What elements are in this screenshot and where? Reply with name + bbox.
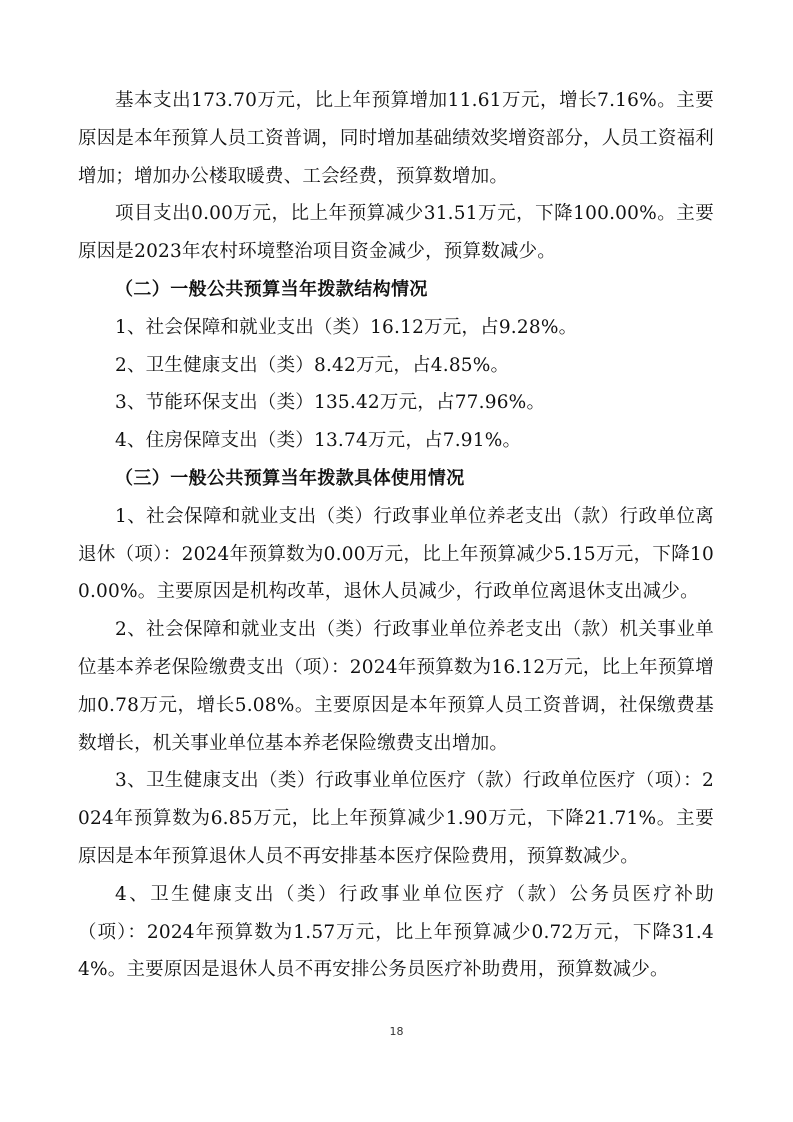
list-item-energy-environment: 3、节能环保支出（类）135.42万元，占77.96%。 [115, 392, 546, 414]
paragraph-civil-servant-medical: 4、卫生健康支出（类）行政事业单位医疗（款）公务员医疗补助（项）：2024年预算数为1.57万元，比上年预算减少0.72万元，下降31.44%。主要原因是退休人员不再安排公务员医疗补助费用，预算数减少。 [78, 883, 714, 981]
section-heading-appropriation-structure: （二）一般公共预算当年拨款结构情况 [115, 278, 428, 300]
list-item-social-security: 1、社会保障和就业支出（类）16.12万元，占9.28%。 [115, 316, 578, 338]
paragraph-retirement: 1、社会保障和就业支出（类）行政事业单位养老支出（款）行政单位离退休（项）：2024年预算数为0.00万元，比上年预算减少5.15万元，下降100.00%。主要原因是机构改革，退休人员减少，行政单位离退休支出减少。 [78, 505, 714, 603]
paragraph-pension-insurance: 2、社会保障和就业支出（类）行政事业单位养老支出（款）机关事业单位基本养老保险缴费支出（项）：2024年预算数为16.12万元，比上年预算增加0.78万元，增长5.08%。主要原因是本年预算人员工资普调，社保缴费基数增长，机关事业单位基本养老保险缴费支出增加。 [78, 619, 714, 754]
paragraph-administrative-medical: 3、卫生健康支出（类）行政事业单位医疗（款）行政单位医疗（项）：2024年预算数为6.85万元，比上年预算减少1.90万元，下降21.71%。主要原因是本年预算退休人员不再安排基本医疗保险费用，预算数减少。 [78, 770, 714, 867]
list-item-housing: 4、住房保障支出（类）13.74万元，占7.91%。 [115, 430, 522, 452]
page-number: 18 [389, 1025, 404, 1038]
paragraph-project-expenditure: 项目支出0.00万元，比上年预算减少31.51万元，下降100.00%。主要原因是2023年农村环境整治项目资金减少，预算数减少。 [78, 203, 714, 263]
list-item-health: 2、卫生健康支出（类）8.42万元，占4.85%。 [115, 354, 510, 376]
paragraph-basic-expenditure: 基本支出173.70万元，比上年预算增加11.61万元，增长7.16%。主要原因是本年预算人员工资普调，同时增加基础绩效奖增资部分，人员工资福利增加；增加办公楼取暖费、工会经费，预算数增加。 [78, 90, 714, 187]
section-heading-appropriation-usage: （三）一般公共预算当年拨款具体使用情况 [115, 467, 465, 489]
document-body [78, 82, 714, 989]
